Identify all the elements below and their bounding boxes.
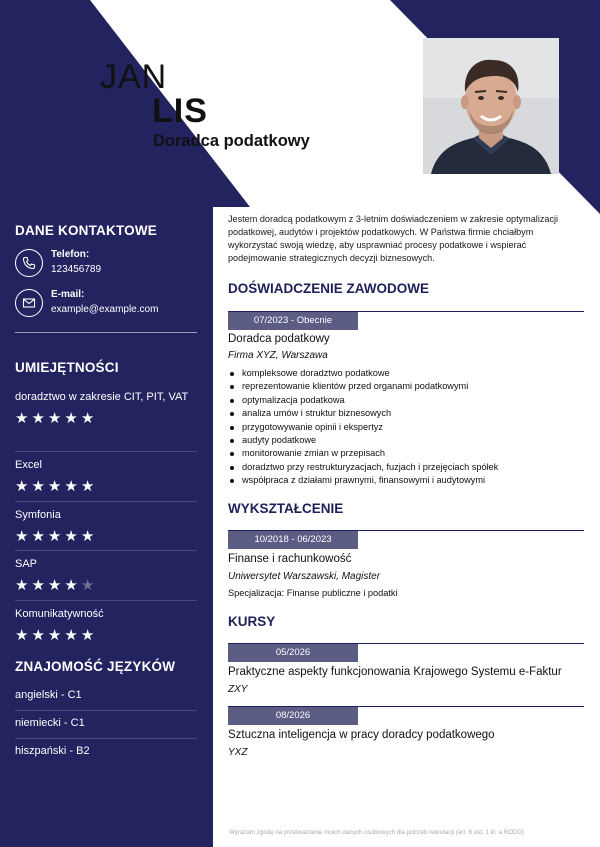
experience-heading: DOŚWIADCZENIE ZAWODOWE xyxy=(228,281,429,296)
language-item: niemiecki - C1 xyxy=(15,717,85,729)
language-item: angielski - C1 xyxy=(15,689,82,701)
duty-item: kompleksowe doradztwo podatkowe xyxy=(228,367,578,380)
star-icon: ★ xyxy=(15,410,29,427)
star-icon: ★ xyxy=(80,627,95,644)
phone-value[interactable]: 123456789 xyxy=(51,264,102,275)
skill-rating xyxy=(15,578,197,593)
star-icon: ★ xyxy=(31,528,45,545)
star-icon: ★ xyxy=(64,528,78,545)
course-org: YXZ xyxy=(228,747,248,758)
education-date: 10/2018 - 06/2023 xyxy=(228,531,358,549)
skill-item xyxy=(15,556,197,593)
skill-rating xyxy=(15,628,197,643)
skill-rating xyxy=(15,479,197,494)
experience-date: 07/2023 - Obecnie xyxy=(228,312,358,330)
star-icon: ★ xyxy=(31,627,45,644)
experience-title: Doradca podatkowy xyxy=(228,333,330,345)
duty-item: przygotowywanie opinii i ekspertyz xyxy=(228,421,578,434)
contact-heading: DANE KONTAKTOWE xyxy=(15,223,157,238)
course-title: Sztuczna inteligencja w pracy doradcy podatkowego xyxy=(228,729,495,741)
star-icon: ★ xyxy=(47,627,62,644)
email-value[interactable]: example@example.com xyxy=(51,304,159,315)
star-icon: ★ xyxy=(31,478,45,495)
star-icon: ★ xyxy=(64,577,78,594)
skill-rating xyxy=(15,529,197,544)
skill-item xyxy=(15,389,197,426)
star-icon: ★ xyxy=(47,478,62,495)
star-icon: ★ xyxy=(31,577,45,594)
duty-item: monitorowanie zmian w przepisach xyxy=(228,447,578,460)
email-label: E-mail: xyxy=(51,289,85,300)
duty-item: współpraca z działami prawnymi, finansowymi i audytowymi xyxy=(228,474,578,487)
education-note: Specjalizacja: Finanse publiczne i podatki xyxy=(228,588,398,598)
star-icon: ★ xyxy=(47,528,62,545)
skill-item xyxy=(15,606,197,643)
skill-rating xyxy=(15,411,197,426)
course-date: 08/2026 xyxy=(228,707,358,725)
star-icon: ★ xyxy=(15,528,29,545)
skill-name: Symfonia xyxy=(15,509,61,521)
course-title: Praktyczne aspekty funkcjonowania Krajowego Systemu e-Faktur xyxy=(228,666,562,678)
experience-company: Firma XYZ, Warszawa xyxy=(228,350,328,361)
profile-summary: Jestem doradcą podatkowym z 3-letnim doświadczeniem w zakresie optymalizacji podatkowej, audytów i projektów podatkowych. W Państwa firmie chciałbym wykorzystać swoją wiedzę, aby usprawniać procesy podatkowe i wspierać podejmowanie strategicznych decyzji biznesowych. xyxy=(228,214,559,263)
profile-photo xyxy=(423,38,559,174)
duty-item: reprezentowanie klientów przed organami podatkowymi xyxy=(228,380,578,393)
courses-heading: KURSY xyxy=(228,614,276,629)
skill-item xyxy=(15,457,197,494)
skill-divider xyxy=(15,600,197,601)
star-icon: ★ xyxy=(80,577,95,594)
duty-item: audyty podatkowe xyxy=(228,434,578,447)
star-icon: ★ xyxy=(80,410,95,427)
gdpr-consent-note: Wyrażam zgodę na przetwarzanie moich danych osobowych dla potrzeb rekrutacji (art. 6 ust. 1 lit. a RODO) xyxy=(229,829,525,836)
phone-icon xyxy=(15,249,43,277)
star-icon: ★ xyxy=(47,410,62,427)
sidebar-divider xyxy=(15,332,197,333)
languages-heading: ZNAJOMOŚĆ JĘZYKÓW xyxy=(15,659,176,674)
skill-name: doradztwo w zakresie CIT, PIT, VAT xyxy=(15,391,189,403)
star-icon: ★ xyxy=(80,528,95,545)
phone-label: Telefon: xyxy=(51,249,90,260)
skill-name: Excel xyxy=(15,459,42,471)
contact-email xyxy=(15,289,197,325)
skill-divider xyxy=(15,451,197,452)
duties-list xyxy=(228,367,578,488)
skill-item xyxy=(15,507,197,544)
last-name: LIS xyxy=(152,92,208,130)
job-title: Doradca podatkowy xyxy=(153,132,310,150)
skill-divider xyxy=(15,501,197,502)
duty-item: optymalizacja podatkowa xyxy=(228,394,578,407)
star-icon: ★ xyxy=(64,410,78,427)
language-divider xyxy=(15,738,197,739)
star-icon: ★ xyxy=(80,478,95,495)
course-date: 05/2026 xyxy=(228,644,358,662)
education-heading: WYKSZTAŁCENIE xyxy=(228,501,344,516)
star-icon: ★ xyxy=(15,577,29,594)
star-icon: ★ xyxy=(31,410,45,427)
star-icon: ★ xyxy=(64,478,78,495)
star-icon: ★ xyxy=(47,577,62,594)
envelope-icon xyxy=(15,289,43,317)
education-school: Uniwersytet Warszawski, Magister xyxy=(228,571,381,582)
duty-item: doradztwo przy restrukturyzacjach, fuzjach i przejęciach spółek xyxy=(228,461,578,474)
star-icon: ★ xyxy=(15,478,29,495)
language-item: hiszpański - B2 xyxy=(15,745,90,757)
duty-item: analiza umów i struktur biznesowych xyxy=(228,407,578,420)
education-title: Finanse i rachunkowość xyxy=(228,553,352,565)
star-icon: ★ xyxy=(64,627,78,644)
first-name: JAN xyxy=(100,58,168,96)
contact-phone xyxy=(15,249,197,285)
skill-name: Komunikatywność xyxy=(15,608,104,620)
language-divider xyxy=(15,710,197,711)
skill-divider xyxy=(15,550,197,551)
course-org: ZXY xyxy=(228,684,248,695)
skills-heading: UMIEJĘTNOŚCI xyxy=(15,360,119,375)
skill-name: SAP xyxy=(15,558,38,570)
star-icon: ★ xyxy=(15,627,29,644)
